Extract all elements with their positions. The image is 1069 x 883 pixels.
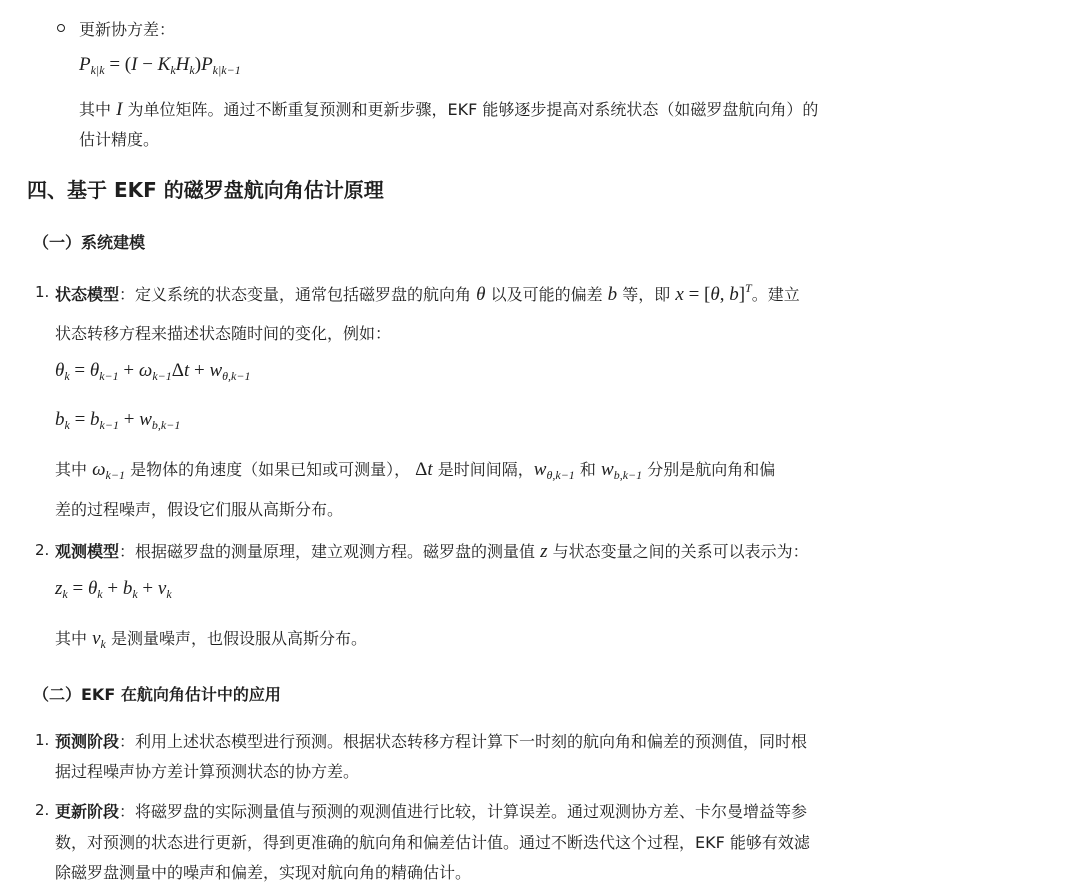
omega-symbol: $\omega_{k-1}$ — [92, 459, 125, 482]
item-note-line-1 — [55, 457, 775, 483]
item-text: 。建立 — [751, 285, 800, 304]
w-theta-symbol: $w_{\theta,k-1}$ — [533, 459, 575, 482]
w-b-symbol: $w_{b,k-1}$ — [601, 459, 643, 482]
item-text: 与状态变量之间的关系可以表示为： — [552, 542, 809, 561]
item-bold-label: 更新阶段 — [55, 802, 120, 821]
note-text: 为单位矩阵。通过不断重复预测和更新步骤，EKF 能够逐步提高对系统状态（如磁罗盘航向角）的 — [127, 100, 819, 119]
observation-equation: $z_k = \theta_k + b_k + v_k$ — [55, 578, 172, 601]
item-line-2: 据过程噪声协方差计算预测状态的协方差。 — [55, 762, 360, 781]
list-item-state-model — [55, 281, 800, 306]
list-number: 2. — [35, 541, 50, 559]
item-text: 等，即 — [622, 285, 671, 304]
item-text: ：定义系统的状态变量，通常包括磁罗盘的航向角 — [119, 285, 472, 304]
hollow-bullet-icon — [57, 24, 65, 32]
item-text: ：根据磁罗盘的测量原理，建立观测方程。磁罗盘的测量值 — [119, 542, 536, 561]
subsection-heading-1: （一）系统建模 — [33, 233, 146, 252]
note-line-1 — [79, 97, 818, 121]
note-text: 分别是航向角和偏 — [647, 460, 776, 479]
section-heading: 四、基于 EKF 的磁罗盘航向角估计原理 — [27, 178, 384, 202]
identity-symbol: I — [116, 99, 123, 120]
v-symbol: $v_k$ — [92, 628, 106, 651]
item-text: ：利用上述状态模型进行预测。根据状态转移方程计算下一时刻的航向角和偏差的预测值，同时根 — [119, 732, 808, 751]
list-item-predict — [55, 729, 807, 752]
note-text: 是测量噪声，也假设服从高斯分布。 — [110, 629, 367, 648]
theta-symbol: θ — [476, 284, 486, 305]
list-item-observation-model — [55, 539, 809, 563]
bias-transition-equation: $b_k = b_{k-1} + w_{b,k-1}$ — [55, 409, 181, 432]
list-number: 1. — [35, 731, 50, 749]
list-number: 2. — [35, 801, 50, 819]
item-bold-label: 观测模型 — [55, 542, 120, 561]
state-vector: x = [θ, b]$^T$ — [675, 281, 752, 305]
note-text: 其中 — [55, 460, 88, 479]
note-text: 其中 — [55, 629, 88, 648]
item-note-line-2: 差的过程噪声，假设它们服从高斯分布。 — [55, 500, 344, 519]
note-text: 是时间间隔， — [437, 460, 534, 479]
item-line-2: 状态转移方程来描述状态随时间的变化，例如： — [55, 324, 392, 343]
covariance-update-equation: $P_{k|k} = (I - K_kH_k)P_{k|k-1}$ — [79, 54, 241, 77]
note-text: 是物体的角速度（如果已知或可测量）， — [130, 460, 411, 479]
item-text: 以及可能的偏差 — [490, 285, 603, 304]
theta-transition-equation: $\theta_k = \theta_{k-1} + \omega_{k-1}\Delta t + w_{\theta,k-1}$ — [55, 360, 251, 383]
delta-t-symbol: Δt — [415, 459, 433, 480]
note-text: 和 — [579, 460, 596, 479]
z-symbol: z — [540, 541, 548, 562]
item-line-2: 数，对预测的状态进行更新，得到更准确的航向角和偏差估计值。通过不断迭代这个过程，EKF 能够有效滤 — [55, 833, 810, 852]
item-bold-label: 状态模型 — [55, 285, 120, 304]
bullet-label: 更新协方差： — [79, 20, 176, 39]
note-line-2: 估计精度。 — [79, 130, 160, 149]
item-line-3: 除磁罗盘测量中的噪声和偏差，实现对航向角的精确估计。 — [55, 863, 472, 882]
item-bold-label: 预测阶段 — [55, 732, 120, 751]
note-prefix: 其中 — [79, 100, 112, 119]
item-note — [55, 626, 367, 652]
b-symbol: b — [607, 284, 618, 305]
list-item-update — [55, 799, 807, 822]
list-number: 1. — [35, 283, 50, 301]
subsection-heading-2: （二）EKF 在航向角估计中的应用 — [33, 685, 281, 704]
item-text: ：将磁罗盘的实际测量值与预测的观测值进行比较，计算误差。通过观测协方差、卡尔曼增益等参 — [119, 802, 808, 821]
